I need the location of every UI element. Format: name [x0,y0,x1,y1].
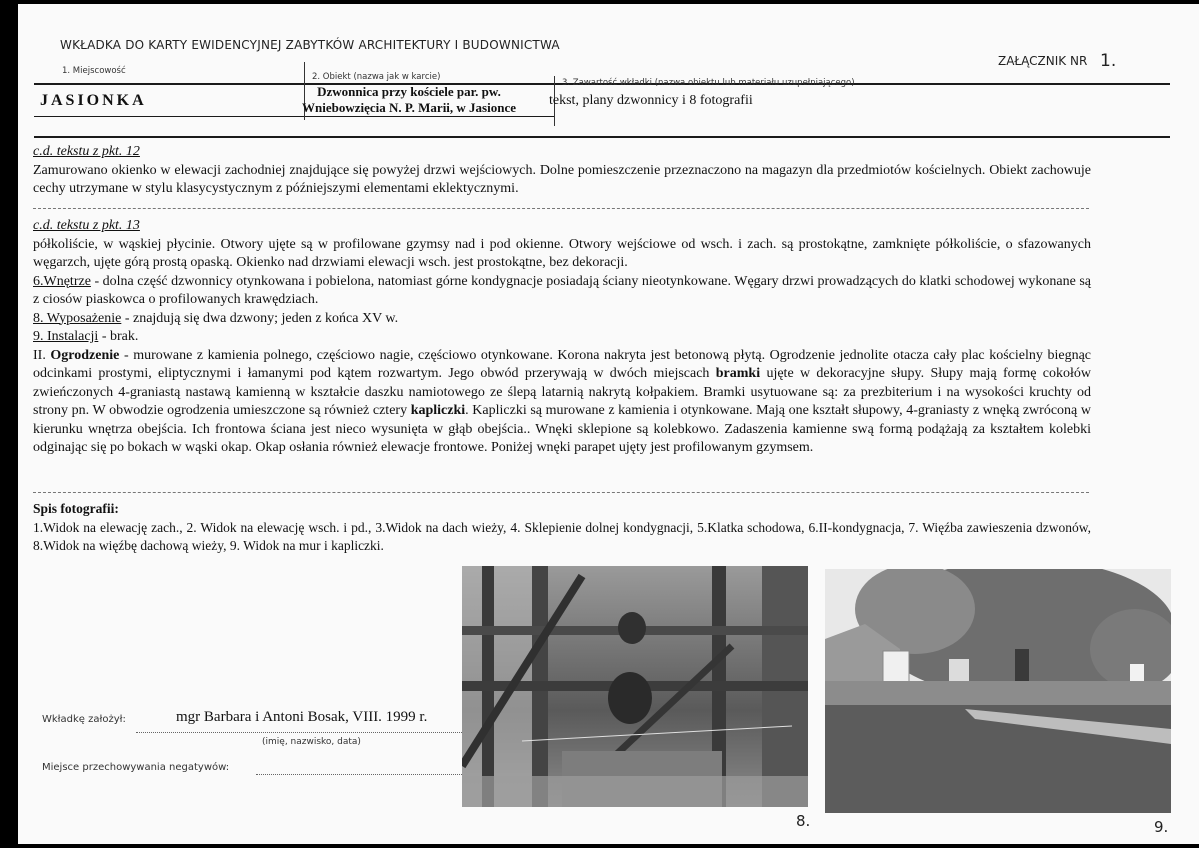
section1-heading: c.d. tekstu z pkt. 12 [33,144,140,159]
author-label: Wkładkę założył: [42,714,126,725]
section1 [33,143,1091,199]
interior-text: - dolna część dzwonnicy otynkowana i pobielona, natomiast górne kondygnacje posiadają ściany nieotynkowane. Węgary drzwi prowadzących do klatki schodowej wykonane są z ciosów piaskowca o profilowanych krawędziach. [33,273,1091,307]
fence-prefix: II. [33,347,51,363]
form-title: WKŁADKA DO KARTY EWIDENCYJNEJ ZABYTKÓW ARCHITEKTURY I BUDOWNICTWA [60,38,560,52]
header-bottom-rule [34,136,1170,138]
section2 [33,217,1091,458]
dashed-separator-2 [33,492,1089,493]
field3-value: tekst, plany dzwonnicy i 8 fotografii [549,93,753,108]
author-dotted-line [136,732,462,733]
dashed-separator-1 [33,208,1089,209]
attachment-number: 1. [1100,51,1117,71]
equipment-label: 8. Wyposażenie [33,310,122,326]
fence-text-3: . Kapliczki są murowane z kamienia i otynkowane. Mają one kształt słupowy, 4-graniasty z wnęką zwróconą w kierunku wnętrza obejścia. Ich frontowa ściana jest nieco wysunięta w głąb obejścia.. Wnęki sklepione są kolebkowo. Zadaszenia kamienne swą formą podążają za kształtem kolebki odginając się po bokach w wąski okap. Okap osłania również elewacje frontowe. Poniżej wnęki parapet ujęty jest profilowanym gzymsem. [33,403,1091,455]
negatives-label: Miejsce przechowywania negatywów: [42,762,230,773]
section2-p2 [33,273,1091,310]
photos-list-text: 1.Widok na elewację zach., 2. Widok na elewację wsch. i pd., 3.Widok na dach wieży, 4. Sklepienie dolnej kondygnacji, 5.Klatka schodowa, 6.II-kondygnacja, 7. Więźba zawieszenia dzwonów, 8.Widok na więźbę dachową wieży, 9. Widok na mur i kapliczki. [33,519,1091,553]
section2-heading: c.d. tekstu z pkt. 13 [33,218,140,233]
header-mid-rule [34,116,554,117]
photo-bell-truss-image [462,566,808,807]
installations-label: 9. Instalacji [33,329,99,344]
section2-p5 [33,347,1091,458]
photo8-number: 8. [796,812,811,830]
field2-value [284,84,534,116]
photos-list [33,500,1091,556]
installations-text: - brak. [98,329,139,344]
attachment-label: ZAŁĄCZNIK NR [998,54,1088,68]
field1-value: JASIONKA [40,92,147,109]
fence-text-2: ujęte w dekoracyjne słupy. Słupy mają formę cokołów zwieńczonych 4-graniastą nastawą kamienną w kształcie daszku namiotowego ze ślepą latarnią nakrytą kołpakiem. Bramki usytuowane są: za prezbiterium i na wysokości kruchty od strony pn. W obwodzie ogrodzenia umieszczone są również cztery [33,366,1091,418]
section1-text: Zamurowano okienko w elewacji zachodniej znajdujące się powyżej drzwi wejściowych. Dolne pomieszczenie przeznaczono na magazyn dla przedmiotów kościelnych. Obiekt zachowuje cechy utrzymane w stylu klasycystycznym z późniejszymi elementami eklektycznymi. [33,162,1091,196]
interior-label: 6.Wnętrze [33,273,91,289]
field2-value-line1: Dzwonnica przy kościele par. pw. [317,84,501,99]
chapels-label: kapliczki [410,403,466,418]
fence-label: Ogrodzenie [50,347,120,363]
field2-value-line2: Wniebowzięcia N. P. Marii, w Jasionce [302,100,516,115]
photo9-number: 9. [1154,818,1169,836]
author-value: mgr Barbara i Antoni Bosak, VIII. 1999 r. [176,709,428,725]
field2-label: 2. Obiekt (nazwa jak w karcie) [312,72,441,82]
section2-p4 [33,328,1091,347]
section2-p3 [33,310,1091,329]
photo-wall-chapels-image [825,569,1171,813]
negatives-dotted-line [256,774,462,775]
gates-label: bramki [715,366,761,381]
fence-text-1: - murowane z kamienia polnego, częściowo nagie, częściowo otynkowane. Korona nakryta jest betonową płytą. Ogrodzenie jednolite otacza cały plac kościelny biegnąc odcinkami prostymi, eliptycznymi i łamanymi pod kątem rozwartym. Jego obwód przerywają w dwóch miejscach [33,347,1091,381]
field1-label: 1. Miejscowość [62,66,126,76]
field3-label: 3. Zawartość wkładki (nazwa obiektu lub materiału uzupełniającego) [562,78,855,88]
equipment-text: - znajdują się dwa dzwony; jeden z końca XV w. [121,310,399,326]
author-hint: (imię, nazwisko, data) [262,737,361,747]
photo-wall-chapels [825,569,1171,813]
photos-list-heading: Spis fotografii: [33,501,119,516]
section2-p1: półkoliście, w wąskiej płycinie. Otwory ujęte są w profilowane gzymsy nad i pod okienne. Otwory wejściowe od wsch. i zach. są prostokątne, zamknięte półkoliście, o sfazowanych węgarzch, ujęte górą prostą opaską. Okienko nad drzwiami elewacji wsch. jest prostokątne, bez dekoracji. [33,236,1091,270]
photo-bell-truss [462,566,808,807]
